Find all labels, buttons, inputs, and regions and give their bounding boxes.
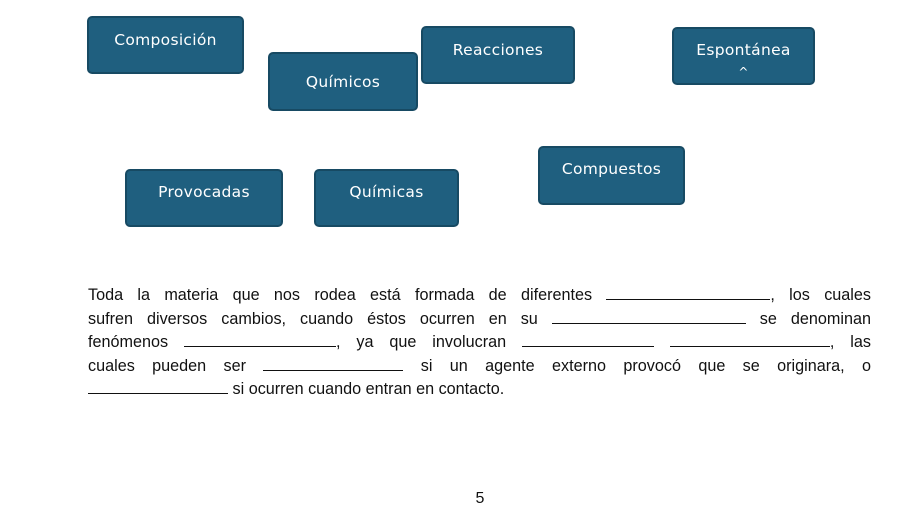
paragraph-line-2 xyxy=(88,308,871,332)
text-fragment: se denominan xyxy=(759,309,871,328)
text-fragment: cuales pueden ser xyxy=(88,356,247,375)
blank-4[interactable] xyxy=(522,331,654,347)
word-card-espontanea[interactable] xyxy=(672,27,815,85)
word-card-label: Espontánea xyxy=(696,41,791,59)
word-card-label: Composición xyxy=(114,31,217,49)
paragraph-line-4 xyxy=(88,355,871,379)
blank-6[interactable] xyxy=(263,355,403,371)
paragraph-line-5 xyxy=(88,378,871,402)
word-card-label: Compuestos xyxy=(561,160,662,178)
blank-1[interactable] xyxy=(606,284,770,300)
fill-in-paragraph xyxy=(88,284,871,402)
page-number: 5 xyxy=(475,490,485,507)
word-card-label: Químicos xyxy=(305,72,381,91)
blank-5[interactable] xyxy=(670,331,830,347)
word-card-compuestos[interactable] xyxy=(538,146,685,205)
word-card-quimicas[interactable] xyxy=(314,169,459,227)
text-fragment: Toda la materia que nos rodea está formada de diferentes xyxy=(88,286,593,304)
word-card-provocadas[interactable] xyxy=(125,169,283,227)
word-card-label: Provocadas xyxy=(158,183,250,201)
text-fragment: si ocurren cuando entran en contacto. xyxy=(232,380,505,398)
word-card-composicion[interactable] xyxy=(87,16,244,74)
text-fragment: , las xyxy=(829,333,871,351)
word-card-quimicos[interactable] xyxy=(268,52,418,111)
word-card-tilde-mark: ^ xyxy=(738,65,749,79)
blank-3[interactable] xyxy=(184,331,336,347)
word-card-label: Químicas xyxy=(349,183,424,201)
text-fragment: , ya que involucran xyxy=(336,333,507,351)
paragraph-line-3 xyxy=(88,331,871,355)
word-card-label: Reacciones xyxy=(452,41,544,59)
text-fragment: si un agente externo provocó que se originara, o xyxy=(420,356,871,375)
text-fragment: sufren diversos cambios, cuando éstos ocurren en su xyxy=(88,309,538,328)
text-fragment: , los cuales xyxy=(770,286,871,304)
paragraph-line-1 xyxy=(88,284,871,308)
blank-7[interactable] xyxy=(88,378,228,394)
text-fragment: fenómenos xyxy=(88,333,169,351)
word-card-reacciones[interactable] xyxy=(421,26,575,84)
blank-2[interactable] xyxy=(552,308,746,324)
